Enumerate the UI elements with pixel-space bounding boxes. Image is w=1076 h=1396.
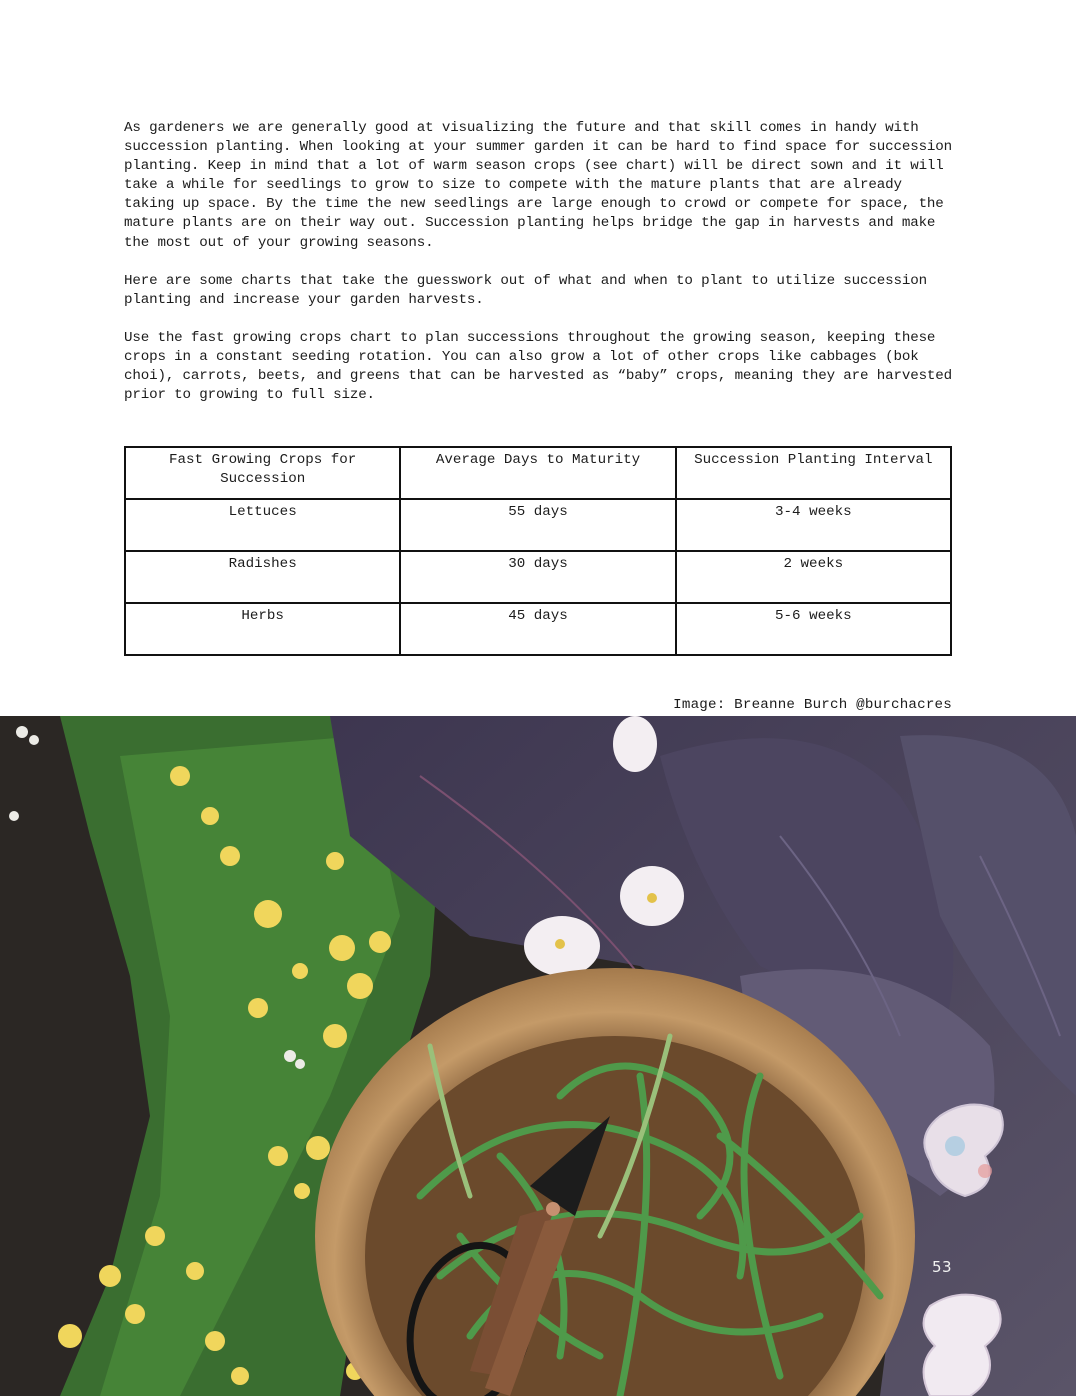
table-header-row xyxy=(125,447,951,499)
cell-interval: 5-6 weeks xyxy=(676,603,951,655)
page-number: 53 xyxy=(932,1258,953,1276)
header-interval: Succession Planting Interval xyxy=(676,447,951,499)
cell-days: 45 days xyxy=(400,603,675,655)
cell-crop: Lettuces xyxy=(125,499,400,551)
garden-photo xyxy=(0,716,1076,1396)
paragraph-fast-crops: Use the fast growing crops chart to plan successions throughout the growing season, keeping these crops in a constant seeding rotation. You can also grow a lot of other crops like cabbages (bok choi), carrots, beets, and greens that can be harvested as “baby” crops, meaning they are harvested prior to growing to full size. xyxy=(124,329,953,404)
fast-growing-crops-table xyxy=(124,446,952,656)
table-row xyxy=(125,551,951,603)
header-crop: Fast Growing Crops for Succession xyxy=(125,447,400,499)
cell-interval: 2 weeks xyxy=(676,551,951,603)
table-row xyxy=(125,499,951,551)
cell-interval: 3-4 weeks xyxy=(676,499,951,551)
cell-days: 55 days xyxy=(400,499,675,551)
cell-crop: Herbs xyxy=(125,603,400,655)
paragraph-intro: As gardeners we are generally good at visualizing the future and that skill comes in handy with succession planting. When looking at your summer garden it can be hard to find space for succession planting. Keep in mind that a lot of warm season crops (see chart) will be direct sown and it will take a while for seedlings to grow to size to compete with the mature plants that are already taking up space. By the time the new seedlings are large enough to crowd or compete for space, the mature plants are on their way out. Succession planting helps bridge the gap in harvests and make the most out of your growing seasons. xyxy=(124,120,953,251)
paragraph-charts-intro: Here are some charts that take the guesswork out of what and when to plant to utilize succession planting and increase your garden harvests. xyxy=(124,272,927,308)
garden-photo-illustration xyxy=(0,716,1076,1396)
header-days: Average Days to Maturity xyxy=(400,447,675,499)
cell-crop: Radishes xyxy=(125,551,400,603)
cell-days: 30 days xyxy=(400,551,675,603)
table-row xyxy=(125,603,951,655)
image-caption: Image: Breanne Burch @burchacres xyxy=(673,697,952,713)
body-text xyxy=(124,119,954,424)
